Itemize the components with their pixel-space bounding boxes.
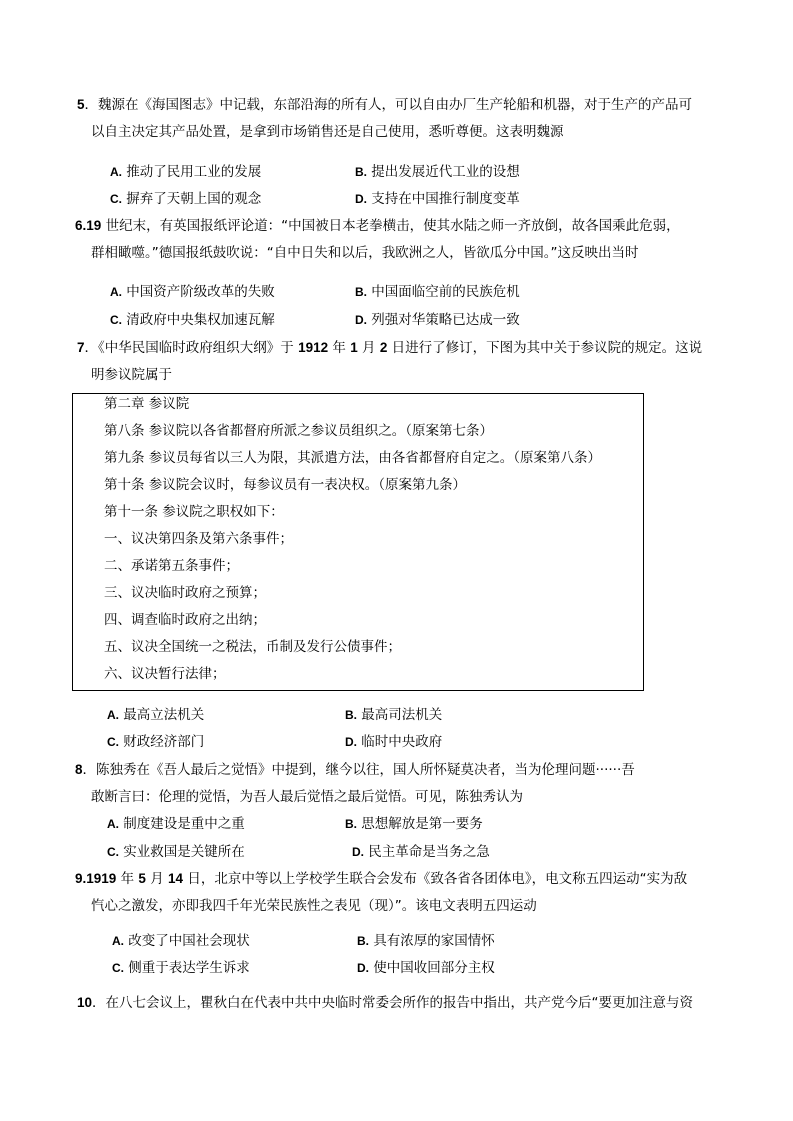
- excerpt-line: 第八条 参议院以各省都督府所派之参议员组织之。（原案第七条）: [104, 423, 494, 439]
- q5-line1: [77, 96, 692, 114]
- q8-option-b[interactable]: [345, 815, 483, 833]
- q7-option-d[interactable]: [345, 733, 442, 751]
- q8-option-c[interactable]: [107, 843, 245, 861]
- q8-stem-part1: ．陈独秀在《吾人最后之觉悟》中提到，继今以往，国人所怀疑莫决者，当为伦理问题······吾: [82, 762, 635, 778]
- option-letter: C.: [107, 845, 119, 859]
- q5-number: 5: [77, 97, 85, 112]
- q9-day: 14: [168, 871, 184, 886]
- q6-number: 6.: [75, 218, 87, 233]
- q5-option-d[interactable]: [355, 190, 520, 208]
- q5-option-b[interactable]: [355, 163, 520, 181]
- excerpt-line: 四、调查临时政府之出纳；: [104, 612, 266, 628]
- excerpt-line: 一、议决第四条及第六条事件；: [104, 531, 293, 547]
- option-text: 中国面临空前的民族危机: [371, 284, 520, 300]
- q6-option-a[interactable]: [110, 283, 275, 301]
- excerpt-line: 第十一条 参议院之职权如下：: [104, 504, 284, 520]
- option-letter: A.: [107, 708, 119, 722]
- q6-year: 19: [86, 218, 102, 233]
- q5-option-a[interactable]: [110, 163, 261, 181]
- option-text: 侧重于表达学生诉求: [128, 960, 250, 976]
- q7-stem-part-d: 日进行了修订，下图为其中关于参议院的规定。这说: [387, 340, 703, 356]
- option-letter: C.: [107, 735, 119, 749]
- q9-stem-part-b: 月: [145, 871, 169, 887]
- option-text: 改变了中国社会现状: [128, 933, 250, 949]
- q7-year: 1912: [298, 340, 329, 355]
- q8-line1: [75, 761, 635, 779]
- q5-option-c[interactable]: [110, 190, 261, 208]
- option-text: 清政府中央集权加速瓦解: [126, 312, 275, 328]
- excerpt-line: 五、议决全国统一之税法，币制及发行公债事件；: [104, 639, 401, 655]
- q5-line2: 以自主决定其产品处置，是拿到市场销售还是自己使用，悉听尊便。这表明魏源: [91, 124, 564, 140]
- q7-stem-part-c: 月: [357, 340, 380, 356]
- option-letter: B.: [357, 934, 369, 948]
- option-text: 制度建设是重中之重: [123, 816, 245, 832]
- q8-number: 8: [75, 762, 83, 777]
- option-letter: B.: [345, 708, 357, 722]
- q7-number: 7: [77, 340, 85, 355]
- q7-option-b[interactable]: [345, 706, 442, 724]
- option-letter: D.: [355, 313, 367, 327]
- q9-line2: 忾心之激发，亦即我四千年光荣民族性之表见（现）”。该电文表明五四运动: [91, 898, 537, 914]
- option-letter: B.: [355, 285, 367, 299]
- q9-stem-part-a: 年: [116, 871, 139, 887]
- q8-option-a[interactable]: [107, 815, 245, 833]
- q9-month: 5: [138, 871, 146, 886]
- q7-option-a[interactable]: [107, 706, 204, 724]
- option-text: 民主革命是当务之急: [368, 844, 490, 860]
- q7-excerpt-box: [72, 393, 644, 691]
- q7-stem-part-a: ．《中华民国临时政府组织大纲》于: [84, 340, 299, 356]
- q6-stem-part1: 世纪末，有英国报纸评论道：“中国被日本老拳横击，使其水陆之师一齐放倒，故各国乘此危弱，: [101, 218, 680, 234]
- option-letter: A.: [110, 285, 122, 299]
- option-letter: A.: [112, 934, 124, 948]
- q10-stem-part1: ．在八七会议上，瞿秋白在代表中共中央临时常委会所作的报告中指出，共产党今后“要更加注意与资: [92, 995, 694, 1011]
- q9-year: 1919: [86, 871, 117, 886]
- option-letter: B.: [355, 165, 367, 179]
- q7-stem-part-b: 年: [328, 340, 351, 356]
- option-text: 最高立法机关: [123, 707, 205, 723]
- option-text: 思想解放是第一要务: [361, 816, 483, 832]
- q6-option-d[interactable]: [355, 311, 520, 329]
- option-letter: D.: [357, 961, 369, 975]
- excerpt-line: 第十条 参议院会议时，每参议员有一表决权。（原案第九条）: [104, 477, 467, 493]
- option-text: 提出发展近代工业的设想: [371, 164, 520, 180]
- option-letter: D.: [345, 735, 357, 749]
- option-text: 临时中央政府: [361, 734, 443, 750]
- option-text: 中国资产阶级改革的失败: [126, 284, 275, 300]
- excerpt-line: 二、承诺第五条事件；: [104, 558, 239, 574]
- q9-option-a[interactable]: [112, 932, 250, 950]
- q7-line2: 明参议院属于: [91, 367, 172, 383]
- option-text: 推动了民用工业的发展: [126, 164, 262, 180]
- q8-option-d[interactable]: [352, 843, 490, 861]
- q7-day: 2: [379, 340, 388, 355]
- excerpt-line: 三、议决临时政府之预算；: [104, 585, 266, 601]
- excerpt-line: 第九条 参议员每省以三人为限，其派遣方法，由各省都督府自定之。（原案第八条）: [104, 450, 602, 466]
- option-text: 列强对华策略已达成一致: [371, 312, 520, 328]
- excerpt-line: 第二章 参议院: [104, 396, 190, 412]
- q6-line2: 群相瞰噬。”德国报纸鼓吹说：“自中日失和以后，我欧洲之人，皆欲瓜分中国。”这反映出当时: [91, 245, 639, 261]
- q6-option-b[interactable]: [355, 283, 520, 301]
- option-text: 使中国收回部分主权: [373, 960, 495, 976]
- q6-line1: [75, 217, 680, 235]
- option-text: 财政经济部门: [123, 734, 205, 750]
- q7-option-c[interactable]: [107, 733, 204, 751]
- option-text: 实业救国是关键所在: [123, 844, 245, 860]
- q9-line1: [75, 870, 687, 888]
- q10-number: 10: [77, 995, 93, 1010]
- q8-line2: 敢断言曰：伦理的觉悟，为吾人最后觉悟之最后觉悟。可见，陈独秀认为: [91, 789, 523, 805]
- q9-option-b[interactable]: [357, 932, 495, 950]
- option-letter: D.: [355, 192, 367, 206]
- q9-number: 9.: [75, 871, 87, 886]
- q9-stem-part-c: 日，北京中等以上学校学生联合会发布《致各省各团体电》，电文称五四运动“实为敌: [183, 871, 688, 887]
- q9-option-c[interactable]: [112, 959, 250, 977]
- q7-line1: [77, 339, 702, 357]
- q9-option-d[interactable]: [357, 959, 495, 977]
- q7-month: 1: [350, 340, 358, 355]
- option-letter: D.: [352, 845, 364, 859]
- option-text: 最高司法机关: [361, 707, 443, 723]
- excerpt-line: 六、议决暂行法律；: [104, 666, 226, 682]
- option-letter: B.: [345, 817, 357, 831]
- option-text: 摒弃了天朝上国的观念: [126, 191, 262, 207]
- q5-stem-part1: ．魏源在《海国图志》中记载，东部沿海的所有人，可以自由办厂生产轮船和机器，对于生产的产品可: [84, 97, 693, 113]
- q6-option-c[interactable]: [110, 311, 275, 329]
- option-letter: C.: [110, 313, 122, 327]
- option-letter: A.: [110, 165, 122, 179]
- option-text: 支持在中国推行制度变革: [371, 191, 520, 207]
- option-letter: C.: [110, 192, 122, 206]
- q10-line1: [77, 994, 693, 1012]
- option-letter: A.: [107, 817, 119, 831]
- option-text: 具有浓厚的家国情怀: [373, 933, 495, 949]
- option-letter: C.: [112, 961, 124, 975]
